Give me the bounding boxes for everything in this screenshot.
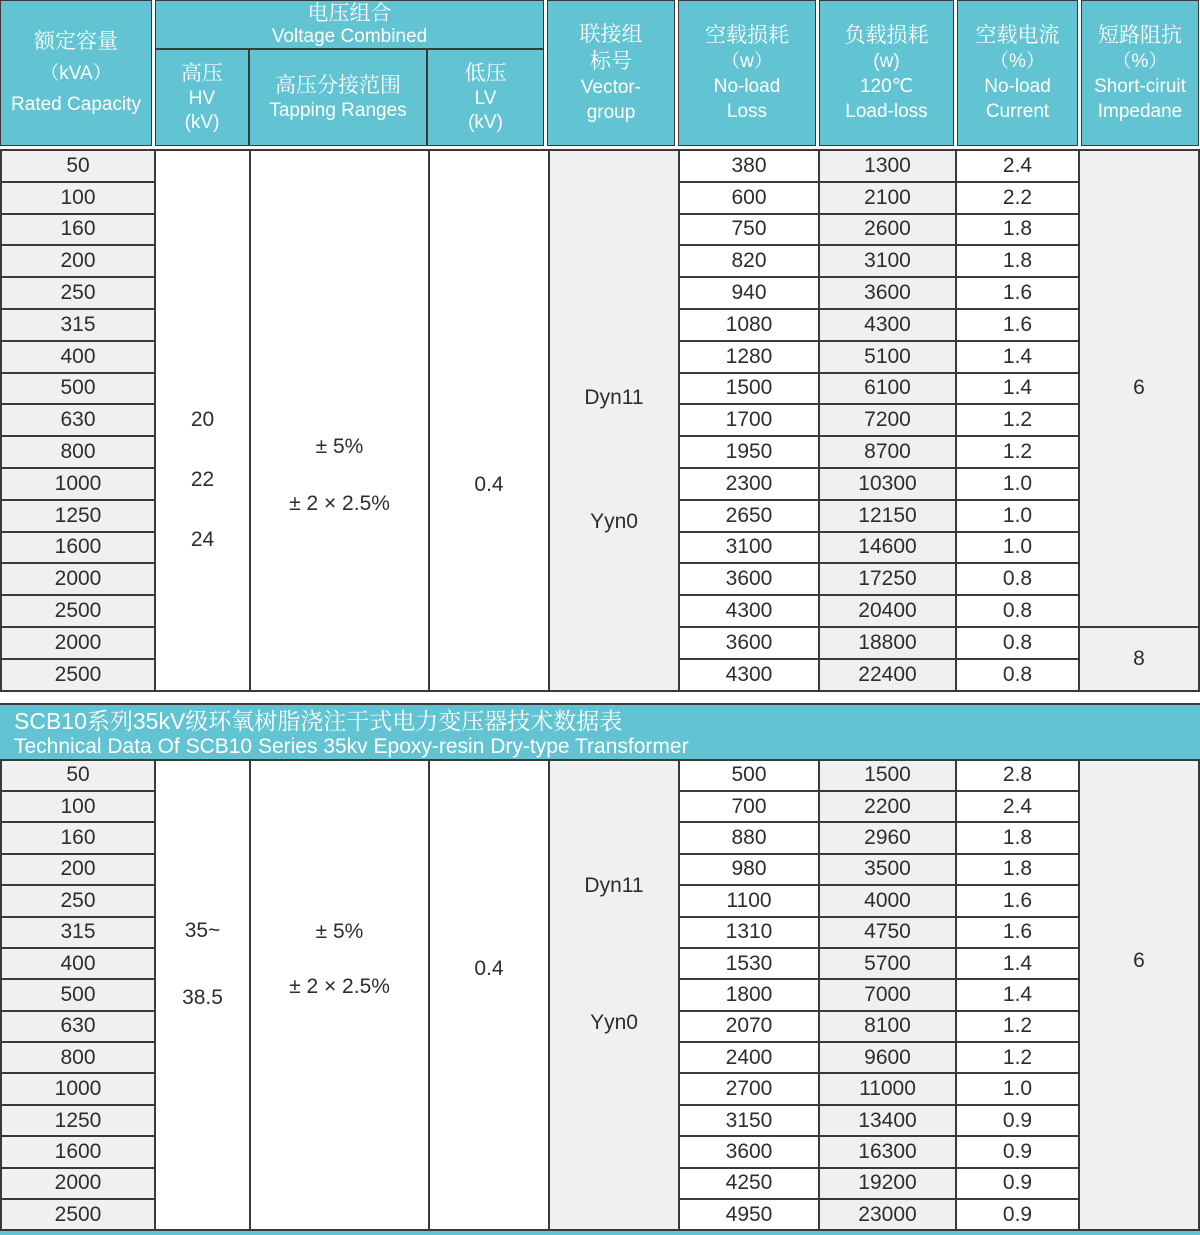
no-load-loss-cell: 750	[680, 215, 818, 245]
header-no-load-current-zh: 空载电流	[975, 24, 1060, 47]
load-loss-cell: 3100	[820, 246, 955, 276]
tapping-merged-cell-value: ± 5%	[315, 434, 364, 458]
load-loss-cell: 8700	[820, 437, 955, 467]
capacity-cell: 50	[2, 761, 154, 790]
no-load-current-cell: 1.4	[957, 374, 1078, 404]
header-impedance-en2: Impedane	[1097, 101, 1183, 122]
header-lv	[426, 50, 543, 145]
hv-merged-cell-value: 38.5	[182, 986, 223, 1010]
no-load-current-cell: 1.0	[957, 1074, 1078, 1103]
load-loss-cell: 9600	[820, 1043, 955, 1072]
capacity-cell: 1250	[2, 1106, 154, 1135]
no-load-current-cell: 0.8	[957, 628, 1078, 658]
no-load-current-cell: 1.8	[957, 246, 1078, 276]
no-load-loss-cell: 980	[680, 855, 818, 884]
hv-merged-cell-value: 24	[190, 528, 215, 552]
no-load-loss-cell: 4250	[680, 1169, 818, 1198]
load-loss-cell: 4300	[820, 310, 955, 340]
no-load-current-cell: 0.9	[957, 1106, 1078, 1135]
no-load-loss-cell: 500	[680, 761, 818, 790]
no-load-current-cell: 1.2	[957, 1043, 1078, 1072]
header-impedance-en1: Short-ciruit	[1094, 76, 1186, 97]
header-vector-en2: group	[586, 102, 636, 123]
load-loss-cell: 17250	[820, 564, 955, 594]
impedance-merged-cell: 6	[1080, 151, 1198, 626]
no-load-loss-cell: 2300	[680, 469, 818, 499]
header-no-load-current-unit: （%）	[990, 51, 1045, 72]
header-tapping-zh: 高压分接范围	[275, 73, 401, 97]
no-load-loss-cell: 3600	[680, 1137, 818, 1166]
no-load-current-cell: 0.8	[957, 596, 1078, 626]
section-banner	[0, 703, 1200, 759]
capacity-cell: 800	[2, 1043, 154, 1072]
vector-group-merged-cell-value: Yyn0	[590, 510, 638, 534]
capacity-cell: 500	[2, 980, 154, 1009]
header-rated-capacity-unit: （kVA）	[40, 63, 112, 84]
header-lv-unit: (kV)	[468, 111, 503, 133]
capacity-cell: 1000	[2, 1074, 154, 1103]
capacity-cell: 400	[2, 342, 154, 372]
header-lv-zh: 低压	[464, 61, 507, 85]
capacity-cell: 1000	[2, 469, 154, 499]
vector-group-merged-cell-value: Dyn11	[584, 386, 644, 410]
load-loss-cell: 5700	[820, 949, 955, 978]
capacity-cell: 630	[2, 405, 154, 435]
lv-merged-cell-value: 0.4	[474, 473, 504, 497]
no-load-loss-cell: 4300	[680, 596, 818, 626]
load-loss-cell: 18800	[820, 628, 955, 658]
no-load-current-cell: 1.4	[957, 980, 1078, 1009]
header-rated-capacity	[0, 0, 152, 146]
hv-merged-cell	[156, 151, 249, 690]
no-load-current-cell: 1.8	[957, 215, 1078, 245]
bottom-accent-strip	[0, 1231, 1200, 1235]
no-load-current-cell: 0.8	[957, 564, 1078, 594]
tapping-merged-cell-value: ± 2 × 2.5%	[289, 491, 390, 515]
header-vector-group	[547, 0, 675, 146]
load-loss-cell: 2960	[820, 823, 955, 852]
header-hv-unit: (kV)	[184, 111, 220, 133]
no-load-current-cell: 1.6	[957, 278, 1078, 308]
header-rated-capacity-en: Rated Capacity	[11, 94, 141, 115]
no-load-current-cell: 1.0	[957, 533, 1078, 563]
load-loss-cell: 22400	[820, 660, 955, 690]
load-loss-cell: 2100	[820, 183, 955, 213]
no-load-loss-cell: 1280	[680, 342, 818, 372]
capacity-cell: 1250	[2, 501, 154, 531]
header-no-load-loss	[678, 0, 816, 146]
capacity-cell: 160	[2, 823, 154, 852]
no-load-current-cell: 1.6	[957, 918, 1078, 947]
capacity-cell: 2000	[2, 1169, 154, 1198]
header-hv-zh: 高压	[181, 61, 223, 85]
no-load-loss-cell: 1500	[680, 374, 818, 404]
capacity-cell: 50	[2, 151, 154, 181]
header-hv-en: HV	[188, 87, 216, 109]
load-loss-cell: 19200	[820, 1169, 955, 1198]
header-no-load-current-en2: Current	[985, 101, 1050, 122]
table-header	[0, 0, 1200, 146]
no-load-loss-cell: 820	[680, 246, 818, 276]
no-load-current-cell: 1.8	[957, 855, 1078, 884]
load-loss-cell: 8100	[820, 1012, 955, 1041]
no-load-loss-cell: 1530	[680, 949, 818, 978]
header-voltage-combined-en: Voltage Combined	[271, 25, 428, 47]
no-load-current-cell: 0.8	[957, 660, 1078, 690]
no-load-loss-cell: 3600	[680, 564, 818, 594]
header-vector-zh2: 标号	[590, 50, 632, 73]
capacity-cell: 2000	[2, 628, 154, 658]
capacity-cell: 250	[2, 886, 154, 915]
capacity-cell: 200	[2, 246, 154, 276]
no-load-current-cell: 0.9	[957, 1169, 1078, 1198]
header-hv	[156, 50, 248, 145]
hv-merged-cell-value: 20	[190, 408, 215, 432]
vector-group-merged-cell-value: Yyn0	[590, 1011, 638, 1035]
header-voltage-combined	[156, 1, 543, 50]
load-loss-cell: 14600	[820, 533, 955, 563]
lv-merged-cell	[430, 151, 548, 690]
no-load-current-cell: 1.2	[957, 1012, 1078, 1041]
capacity-cell: 800	[2, 437, 154, 467]
load-loss-cell: 20400	[820, 596, 955, 626]
load-loss-cell: 4000	[820, 886, 955, 915]
impedance-merged-cell: 8	[1080, 628, 1198, 690]
no-load-loss-cell: 600	[680, 183, 818, 213]
header-voltage-subcolumns	[156, 50, 543, 145]
header-impedance-zh: 短路阻抗	[1098, 24, 1182, 47]
no-load-current-cell: 1.0	[957, 501, 1078, 531]
header-short-circuit-impedance	[1081, 0, 1199, 146]
header-no-load-loss-en2: Loss	[726, 101, 768, 122]
capacity-cell: 630	[2, 1012, 154, 1041]
vector-group-merged-cell	[550, 151, 678, 690]
header-impedance-unit: （%）	[1112, 51, 1168, 72]
no-load-loss-cell: 4300	[680, 660, 818, 690]
no-load-current-cell: 2.2	[957, 183, 1078, 213]
load-loss-cell: 1500	[820, 761, 955, 790]
no-load-loss-cell: 1950	[680, 437, 818, 467]
no-load-loss-cell: 2400	[680, 1043, 818, 1072]
tapping-merged-cell	[251, 761, 428, 1230]
load-loss-cell: 3600	[820, 278, 955, 308]
capacity-cell: 2000	[2, 564, 154, 594]
no-load-current-cell: 2.4	[957, 151, 1078, 181]
no-load-current-cell: 0.9	[957, 1200, 1078, 1229]
no-load-current-cell: 1.2	[957, 405, 1078, 435]
capacity-cell: 400	[2, 949, 154, 978]
load-loss-cell: 10300	[820, 469, 955, 499]
no-load-loss-cell: 3100	[680, 533, 818, 563]
header-no-load-loss-zh: 空载损耗	[705, 24, 789, 47]
capacity-cell: 160	[2, 215, 154, 245]
header-no-load-loss-en1: No-load	[713, 76, 781, 97]
header-load-loss-zh: 负载损耗	[844, 24, 929, 47]
no-load-loss-cell: 1080	[680, 310, 818, 340]
capacity-cell: 2500	[2, 660, 154, 690]
no-load-current-cell: 1.6	[957, 886, 1078, 915]
no-load-loss-cell: 2700	[680, 1074, 818, 1103]
load-loss-cell: 1300	[820, 151, 955, 181]
no-load-loss-cell: 1100	[680, 886, 818, 915]
load-loss-cell: 3500	[820, 855, 955, 884]
load-loss-cell: 5100	[820, 342, 955, 372]
hv-merged-cell-value: 22	[190, 468, 215, 492]
no-load-loss-cell: 3150	[680, 1106, 818, 1135]
no-load-current-cell: 1.8	[957, 823, 1078, 852]
tapping-merged-cell-value: ± 5%	[315, 920, 364, 944]
load-loss-cell: 11000	[820, 1074, 955, 1103]
table-20kv-series	[0, 149, 1200, 692]
capacity-cell: 1600	[2, 1137, 154, 1166]
capacity-cell: 100	[2, 792, 154, 821]
banner-title-en: Technical Data Of SCB10 Series 35kv Epoxy-resin Dry-type Transformer	[14, 734, 689, 758]
no-load-loss-cell: 2650	[680, 501, 818, 531]
no-load-loss-cell: 1800	[680, 980, 818, 1009]
no-load-current-cell: 1.4	[957, 342, 1078, 372]
capacity-cell: 250	[2, 278, 154, 308]
no-load-current-cell: 1.0	[957, 469, 1078, 499]
no-load-current-cell: 1.2	[957, 437, 1078, 467]
no-load-current-cell: 2.4	[957, 792, 1078, 821]
tapping-merged-cell	[251, 151, 428, 690]
vector-group-merged-cell	[550, 761, 678, 1230]
header-load-loss	[819, 0, 954, 146]
lv-merged-cell-value: 0.4	[474, 956, 504, 980]
header-no-load-current	[957, 0, 1078, 146]
capacity-cell: 315	[2, 918, 154, 947]
load-loss-cell: 2200	[820, 792, 955, 821]
hv-merged-cell-value: 35~	[184, 919, 221, 943]
capacity-cell: 200	[2, 855, 154, 884]
hv-merged-cell	[156, 761, 249, 1230]
load-loss-cell: 7200	[820, 405, 955, 435]
capacity-cell: 315	[2, 310, 154, 340]
no-load-current-cell: 1.6	[957, 310, 1078, 340]
no-load-loss-cell: 3600	[680, 628, 818, 658]
no-load-loss-cell: 4950	[680, 1200, 818, 1229]
table-35kv-series	[0, 759, 1200, 1232]
tapping-merged-cell-value: ± 2 × 2.5%	[289, 975, 390, 999]
no-load-loss-cell: 380	[680, 151, 818, 181]
header-voltage-combined-zh: 电压组合	[307, 1, 392, 25]
header-tapping-en: Tapping Ranges	[269, 99, 407, 121]
load-loss-cell: 6100	[820, 374, 955, 404]
load-loss-cell: 16300	[820, 1137, 955, 1166]
header-rated-capacity-zh: 额定容量	[34, 30, 118, 53]
header-tapping-ranges	[248, 50, 426, 145]
lv-merged-cell	[430, 761, 548, 1230]
header-vector-zh1: 联接组	[579, 23, 643, 46]
header-vector-en1: Vector-	[580, 77, 642, 98]
header-no-load-loss-unit: （w）	[721, 51, 773, 72]
load-loss-cell: 4750	[820, 918, 955, 947]
load-loss-cell: 7000	[820, 980, 955, 1009]
no-load-current-cell: 0.9	[957, 1137, 1078, 1166]
header-lv-en: LV	[474, 87, 497, 109]
impedance-merged-cell: 6	[1080, 761, 1198, 1230]
capacity-cell: 500	[2, 374, 154, 404]
no-load-loss-cell: 1700	[680, 405, 818, 435]
no-load-loss-cell: 1310	[680, 918, 818, 947]
capacity-cell: 1600	[2, 533, 154, 563]
header-no-load-current-en1: No-load	[984, 76, 1051, 97]
no-load-loss-cell: 700	[680, 792, 818, 821]
vector-group-merged-cell-value: Dyn11	[584, 874, 644, 898]
no-load-loss-cell: 2070	[680, 1012, 818, 1041]
no-load-loss-cell: 880	[680, 823, 818, 852]
header-load-loss-temp: 120℃	[859, 76, 914, 97]
capacity-cell: 2500	[2, 596, 154, 626]
no-load-current-cell: 2.8	[957, 761, 1078, 790]
no-load-current-cell: 1.4	[957, 949, 1078, 978]
capacity-cell: 2500	[2, 1200, 154, 1229]
load-loss-cell: 23000	[820, 1200, 955, 1229]
capacity-cell: 100	[2, 183, 154, 213]
header-load-loss-en: Load-loss	[845, 101, 928, 122]
load-loss-cell: 12150	[820, 501, 955, 531]
header-voltage-combined-group	[155, 0, 544, 146]
load-loss-cell: 2600	[820, 215, 955, 245]
banner-title-zh: SCB10系列35kV级环氧树脂浇注干式电力变压器技术数据表	[14, 707, 623, 734]
header-load-loss-unit: (w)	[873, 51, 900, 72]
no-load-loss-cell: 940	[680, 278, 818, 308]
load-loss-cell: 13400	[820, 1106, 955, 1135]
